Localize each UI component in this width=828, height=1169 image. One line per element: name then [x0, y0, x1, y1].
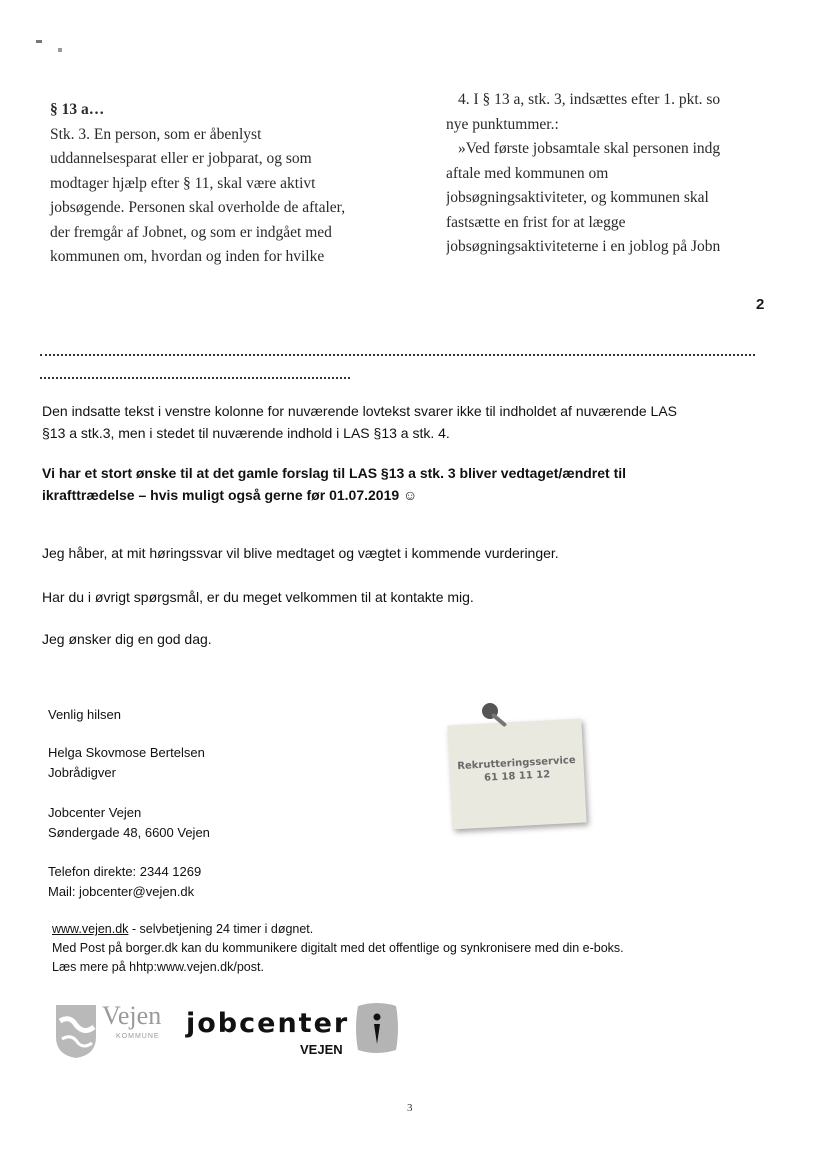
- jobcenter-badge-icon: [352, 1000, 402, 1056]
- scan-mark: [58, 48, 62, 52]
- footer-line: Med Post på borger.dk kan du kommunikere digitalt med det offentlige og synkronisere med din e-boks.: [52, 941, 624, 955]
- left-line: der fremgår af Jobnet, og som er indgået med: [50, 223, 332, 241]
- left-line: kommunen om, hvordan og inden for hvilke: [50, 248, 325, 265]
- dotted-line: [40, 377, 350, 379]
- left-line: Stk. 3. En person, som er åbenlyst: [50, 125, 262, 143]
- signer-address: Søndergade 48, 6600 Vejen: [48, 825, 210, 840]
- comment-paragraph: [42, 400, 782, 444]
- footer-line: Læs mere på hhtp:www.vejen.dk/post.: [52, 960, 264, 974]
- left-column: [50, 98, 400, 270]
- right-line: nye punktummer.:: [446, 115, 559, 133]
- jobcenter-logo-sub: VEJEN: [300, 1042, 343, 1057]
- closing-p1: Jeg håber, at mit høringssvar vil blive medtaget og vægtet i kommende vurderinger.: [42, 545, 559, 561]
- sticky-note-phone: 61 18 11 12: [483, 769, 551, 784]
- wish-line: ikrafttrædelse – hvis muligt også gerne før 01.07.2019 ☺: [42, 487, 418, 503]
- sticky-note-title: Rekrutteringsservice: [457, 754, 576, 773]
- scan-mark: [36, 40, 42, 43]
- signer-title: Jobrådigver: [48, 765, 116, 780]
- left-line: modtager hjælp efter § 11, skal være aktivt: [50, 174, 316, 192]
- comment-line: Den indsatte tekst i venstre kolonne for nuværende lovtekst svarer ikke til indholdet af nuværende LAS: [42, 403, 678, 419]
- signer-phone: Telefon direkte: 2344 1269: [48, 864, 202, 879]
- right-line: 4. I § 13 a, stk. 3, indsættes efter 1. pkt. so: [458, 91, 721, 108]
- wish-line: Vi har et stort ønske til at det gamle forslag til LAS §13 a stk. 3 bliver vedtaget/ændret til: [42, 465, 627, 481]
- right-line: jobsøgningsaktiviteter, og kommunen skal: [446, 189, 709, 206]
- closing-p3: Jeg ønsker dig en god dag.: [42, 631, 212, 647]
- right-line: aftale med kommunen om: [446, 164, 609, 182]
- dotted-line: [40, 354, 755, 356]
- left-line: uddannelsesparat eller er jobparat, og som: [50, 150, 312, 167]
- footer-info: [52, 920, 792, 977]
- left-line: jobsøgende. Personen skal overholde de aftaler,: [50, 199, 346, 216]
- greeting: Venlig hilsen: [48, 707, 121, 722]
- right-line: »Ved første jobsamtale skal personen indg: [458, 140, 721, 157]
- page-number: 3: [407, 1102, 413, 1114]
- signer-org: Jobcenter Vejen: [48, 805, 142, 820]
- vejen-logo-sub: KOMMUNE: [116, 1033, 160, 1040]
- jobcenter-logo-text: jobcenter: [186, 1008, 350, 1039]
- website-link-rest: - selvbetjening 24 timer i døgnet.: [128, 922, 314, 936]
- sticky-note: [447, 719, 586, 830]
- vejen-logo-name: Vejen: [102, 1001, 162, 1030]
- wish-paragraph: [42, 462, 782, 506]
- comment-line: §13 a stk.3, men i stedet til nuværende indhold i LAS §13 a stk. 4.: [42, 425, 450, 441]
- vejen-crest-icon: [54, 1003, 98, 1059]
- closing-p2: Har du i øvrigt spørgsmål, er du meget velkommen til at kontakte mig.: [42, 589, 474, 605]
- signer-name: Helga Skovmose Bertelsen: [48, 745, 205, 760]
- right-line: jobsøgningsaktiviteterne i en joblog på Jobn: [446, 238, 721, 255]
- signer-mail: Mail: jobcenter@vejen.dk: [48, 884, 195, 899]
- right-column: [446, 88, 766, 260]
- right-line: fastsætte en frist for at lægge: [446, 213, 626, 231]
- section-heading: § 13 a…: [50, 101, 105, 118]
- website-link[interactable]: www.vejen.dk: [52, 922, 129, 936]
- vejen-logo: [54, 1003, 172, 1061]
- note-number: 2: [756, 296, 765, 313]
